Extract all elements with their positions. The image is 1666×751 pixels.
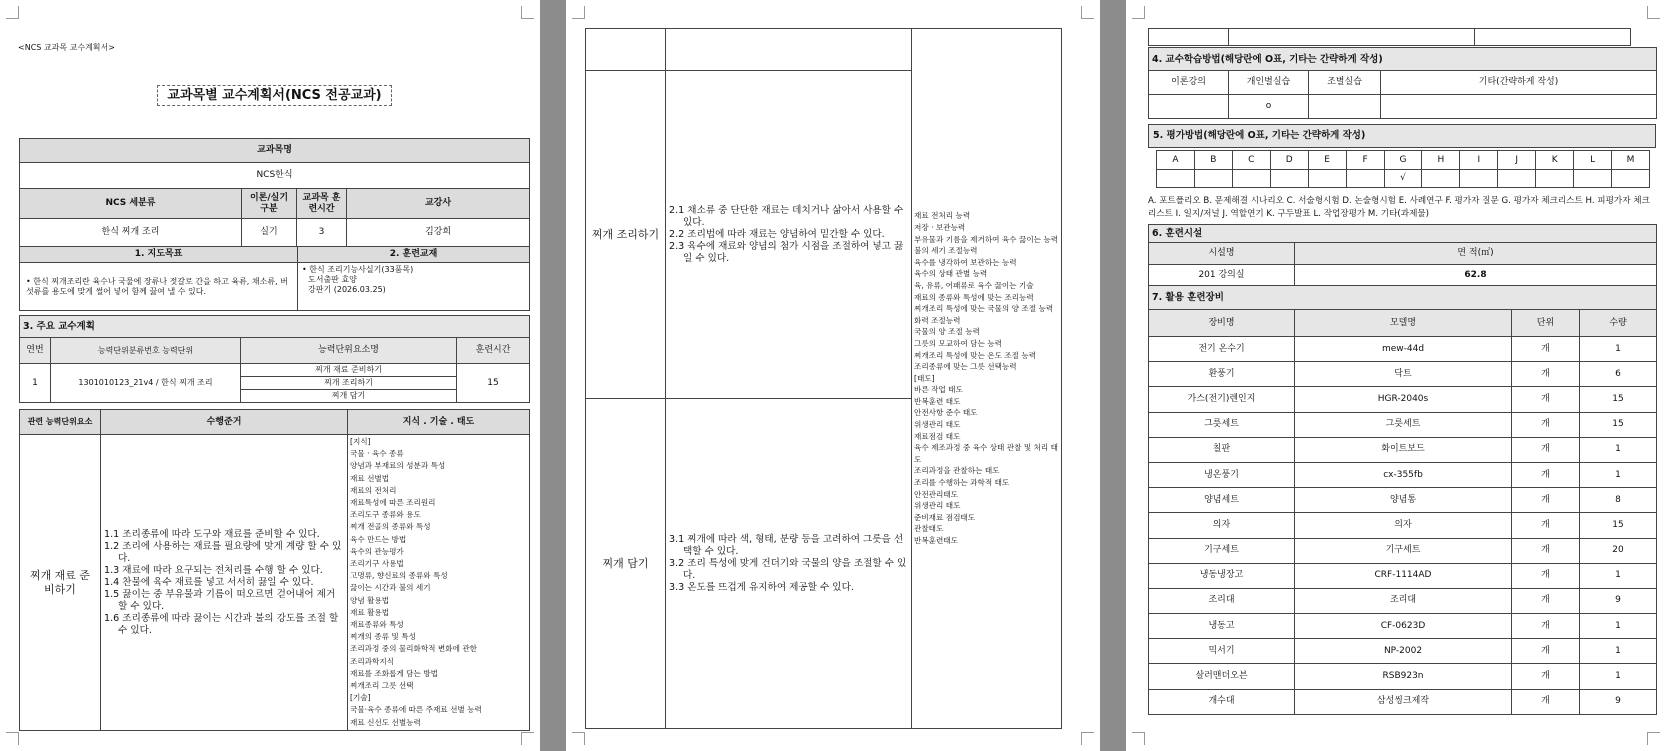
ksa-item: 육수의 상태 관별 능력	[914, 269, 988, 279]
eval-mark	[1308, 170, 1346, 188]
equipment-qty: 9	[1580, 689, 1657, 714]
section5-title: 5. 평가방법(해당란에 O표, 기타는 간략하게 작성)	[1148, 124, 1656, 148]
ksa-item: 재료점검 태도	[914, 431, 961, 441]
element3-name: 찌개 담기	[586, 399, 666, 729]
equipment-qty: 6	[1580, 362, 1657, 387]
eval-letter: K	[1536, 151, 1574, 170]
section4-title: 4. 교수학습방법(해당란에 O표, 기타는 간략하게 작성)	[1149, 48, 1657, 71]
equipment-name: 냉온풍기	[1149, 462, 1295, 487]
equipment-unit: 개	[1512, 513, 1580, 538]
equipment-model: 양념통	[1295, 488, 1512, 513]
plan-element: 찌개 담기	[241, 390, 457, 403]
crop-mark	[521, 6, 534, 19]
plan-table	[19, 315, 530, 403]
equipment-name: 그릇세트	[1149, 412, 1295, 437]
eval-mark: √	[1384, 170, 1422, 188]
equipment-model: 화이트보드	[1295, 437, 1512, 462]
equipment-qty: 15	[1580, 387, 1657, 412]
eval-letter: G	[1384, 151, 1422, 170]
eval-mark	[1460, 170, 1498, 188]
facility-table	[1148, 224, 1657, 287]
ksa-item: 국물·육수 종류에 따른 주재료 선별 능력	[350, 705, 482, 715]
textbook-line: 도서출판 효양	[308, 275, 357, 284]
table-row	[1149, 689, 1657, 714]
element2-name: 찌개 조리하기	[586, 71, 666, 399]
equipment-qty: 15	[1580, 412, 1657, 437]
ksa-item: 양념과 부재료의 성분과 특성	[350, 461, 446, 471]
equipment-model: HGR-2040s	[1295, 387, 1512, 412]
crop-mark	[1132, 732, 1145, 745]
ksa-item: 국물의 양 조절 능력	[914, 327, 980, 337]
equipment-name: 개수대	[1149, 689, 1295, 714]
ksa-item: 재료 신선도 선별능력	[350, 717, 421, 727]
equipment-model: cx-355fb	[1295, 462, 1512, 487]
eval-letter: A	[1157, 151, 1195, 170]
table-row	[1149, 538, 1657, 563]
ksa-item: 조리기구 사용법	[350, 559, 404, 569]
method-header: 조별실습	[1309, 71, 1381, 95]
element1-ksa	[348, 435, 530, 731]
equipment-unit: 개	[1512, 588, 1580, 613]
equipment-qty: 15	[1580, 513, 1657, 538]
equipment-unit: 개	[1512, 437, 1580, 462]
evaluation-legend: A. 포트폴리오 B. 문제해결 시나리오 C. 서술형시험 D. 논술형시험 E. 사례연구 F. 평가자 질문 G. 평가자 체크리스트 H. 피평가자 체크리스트 I. 일지/저널 J. 역할연기 K. 구두발표 L. 작업장평가 M. 기타(과제물)	[1148, 196, 1650, 219]
ksa-item: 찌개조리 그릇 선택	[350, 681, 414, 691]
criteria-item: 2.3 육수에 재료와 양념의 첨가 시점을 조절하여 넣고 끓일 수 있다.	[669, 240, 904, 264]
crop-mark	[572, 6, 585, 19]
label-unit-code: 능력단위분류번호 능력단위	[51, 338, 241, 364]
criteria-item: 1.4 찬물에 육수 재료를 넣고 서서히 끓일 수 있다.	[104, 576, 314, 588]
section6-title: 6. 훈련시설	[1149, 225, 1657, 243]
instructor: 김강희	[347, 219, 530, 247]
crop-mark	[1647, 732, 1660, 745]
equipment-qty: 9	[1580, 588, 1657, 613]
crop-mark	[1647, 6, 1660, 19]
method-header: 이론강의	[1149, 71, 1229, 95]
ksa-item: 반복훈련 태도	[914, 396, 961, 406]
facility-header: 면 적(㎡)	[1295, 243, 1657, 265]
eval-letter: H	[1422, 151, 1460, 170]
equipment-model: 닥트	[1295, 362, 1512, 387]
ksa-item: 조리종류에 맞는 그릇 선택능력	[914, 362, 1017, 372]
facility-name: 201 강의실	[1149, 265, 1295, 287]
equipment-unit: 개	[1512, 689, 1580, 714]
equipment-qty: 1	[1580, 437, 1657, 462]
crop-mark	[6, 732, 19, 745]
goal-textbook-table	[19, 246, 530, 311]
equipment-unit: 개	[1512, 362, 1580, 387]
equipment-name: 조리대	[1149, 588, 1295, 613]
blank-cell	[586, 29, 666, 71]
ksa-item: 찌개 전골의 종류와 특성	[350, 522, 431, 532]
eval-mark	[1422, 170, 1460, 188]
ksa-item: 조리과정을 관찰하는 태도	[914, 466, 1000, 476]
equipment-name: 양념세트	[1149, 488, 1295, 513]
top-strip-table	[1148, 28, 1631, 46]
ksa-item: [기술]	[350, 693, 371, 703]
equipment-unit: 개	[1512, 639, 1580, 664]
plan-unit: 1301010123_21v4 / 한식 찌개 조리	[51, 364, 241, 403]
label-plan: 3. 주요 교수계획	[20, 316, 530, 338]
equipment-qty: 1	[1580, 462, 1657, 487]
table-row	[1149, 412, 1657, 437]
table-row	[1149, 639, 1657, 664]
textbook-box	[298, 263, 530, 311]
label-goal: 1. 지도목표	[20, 247, 298, 263]
eval-letter: L	[1574, 151, 1612, 170]
ksa-item: 찌개의 종류 및 특성	[350, 632, 416, 642]
method-value: o	[1229, 95, 1309, 119]
ksa-item: 불의 세기 조절능력	[914, 246, 978, 256]
page2-ksa	[912, 29, 1062, 729]
equipment-unit: 개	[1512, 412, 1580, 437]
ksa-item: 조리를 수행하는 과학적 태도	[914, 478, 1010, 488]
header-tag: <NCS 교과목 교수계획서>	[18, 43, 115, 52]
table-row	[1149, 387, 1657, 412]
eval-letter: I	[1460, 151, 1498, 170]
ksa-item: 찌개조리 특성에 맞는 국물의 양 조절 능력	[914, 304, 1054, 314]
method-value	[1309, 95, 1381, 119]
label-criteria: 수행준거	[101, 410, 348, 435]
ksa-item: 준비재료 점검태도	[914, 512, 976, 522]
ksa-item: 화력 조절능력	[914, 315, 961, 325]
ksa-item: 조리도구 종류와 용도	[350, 510, 421, 520]
ksa-item: 조리과정 중의 물리화학적 변화에 관한	[350, 644, 478, 654]
plan-element: 찌개 재료 준비하기	[241, 364, 457, 377]
table-row	[1149, 614, 1657, 639]
eval-mark	[1157, 170, 1195, 188]
ksa-item: 육, 유류, 어패류로 육수 끓이는 기술	[914, 280, 1034, 290]
equipment-header: 단위	[1512, 310, 1580, 337]
facility-header: 시설명	[1149, 243, 1295, 265]
crop-mark	[572, 732, 585, 745]
equipment-model: 기구세트	[1295, 538, 1512, 563]
section7-title: 7. 활용 훈련장비	[1149, 286, 1657, 310]
eval-letter: F	[1346, 151, 1384, 170]
equipment-name: 의자	[1149, 513, 1295, 538]
element1-name: 찌개 재료 준비하기	[20, 435, 101, 731]
criteria-item: 3.3 온도를 뜨겁게 유지하여 제공할 수 있다.	[669, 581, 854, 593]
ksa-item: 재료 전처리 능력	[914, 211, 971, 221]
ksa-item: 재료특성에 따른 조리원리	[350, 498, 436, 508]
equipment-table	[1148, 285, 1657, 715]
table-row	[1149, 362, 1657, 387]
element-continuation-table	[585, 28, 1062, 729]
label-instructor: 교강사	[347, 189, 530, 219]
ksa-item: 안전사항 준수 태도	[914, 408, 978, 418]
equipment-model: CF-0623D	[1295, 614, 1512, 639]
criteria-item: 3.2 조리 특성에 맞게 건더기와 국물의 양을 조절할 수 있다.	[669, 557, 907, 581]
plan-hours: 15	[457, 364, 530, 403]
ksa-item: 육수 제조과정 중 육수 상태 관찰 및 처리 태도	[914, 443, 1059, 464]
equipment-qty: 1	[1580, 614, 1657, 639]
ksa-item: 관찰태도	[914, 524, 944, 534]
eval-mark	[1536, 170, 1574, 188]
label-seq: 연번	[20, 338, 51, 364]
equipment-model: 조리대	[1295, 588, 1512, 613]
eval-letter: C	[1232, 151, 1270, 170]
equipment-name: 전기 온수기	[1149, 337, 1295, 362]
crop-mark	[1132, 6, 1145, 19]
blank-cell	[1475, 29, 1631, 46]
criteria-item: 1.5 끓이는 중 부유물과 기름이 떠오르면 걷어내어 제거 할 수 있다.	[104, 588, 336, 612]
ksa-item: 재료 활용법	[350, 607, 390, 617]
eval-letter: E	[1308, 151, 1346, 170]
crop-mark	[521, 732, 534, 745]
equipment-unit: 개	[1512, 337, 1580, 362]
criteria-item: 1.2 조리에 사용하는 재료를 필요량에 맞게 계량 할 수 있다.	[104, 540, 342, 564]
equipment-unit: 개	[1512, 462, 1580, 487]
teaching-method-table	[1148, 47, 1657, 119]
equipment-model: mew-44d	[1295, 337, 1512, 362]
equipment-name: 환풍기	[1149, 362, 1295, 387]
table-row	[1149, 588, 1657, 613]
eval-mark	[1498, 170, 1536, 188]
theory-practice: 실기	[242, 219, 297, 247]
table-row	[1149, 664, 1657, 689]
eval-mark	[1270, 170, 1308, 188]
ksa-item: 끓이는 시간과 불의 세기	[350, 583, 431, 593]
ksa-item: 저장 · 보관능력	[914, 222, 966, 232]
equipment-qty: 1	[1580, 563, 1657, 588]
ksa-item: 그릇의 모교하여 담는 능력	[914, 338, 1002, 348]
training-hours: 3	[297, 219, 347, 247]
element-detail-table	[19, 409, 530, 731]
ksa-item: 조리과학지식	[350, 656, 395, 666]
doc-title: 교과목별 교수계획서(NCS 전공교과)	[157, 85, 392, 106]
ksa-item: 국물 · 육수 종류	[350, 449, 404, 459]
ksa-item: 재료를 조화롭게 담는 방법	[350, 668, 438, 678]
crop-mark	[1081, 6, 1094, 19]
table-row	[1149, 437, 1657, 462]
criteria-item: 3.1 찌개에 따라 색, 형태, 분량 등을 고려하여 그릇을 선택할 수 있다.	[669, 533, 904, 557]
ksa-item: 부유물과 기름을 제거하여 육수 끓이는 능력	[914, 234, 1059, 244]
eval-letter: B	[1194, 151, 1232, 170]
ksa-item: 바른 작업 태도	[914, 385, 963, 395]
element2-criteria	[666, 71, 912, 399]
equipment-model: CRF-1114AD	[1295, 563, 1512, 588]
equipment-name: 가스(전기)렌인지	[1149, 387, 1295, 412]
equipment-qty: 1	[1580, 664, 1657, 689]
ksa-item: 재료 선별법	[350, 473, 390, 483]
goal-text: • 한식 찌개조리란 육수나 국물에 장류나 젓갈로 간을 하고 육류, 채소류, 버섯류를 용도에 맞게 썰어 넣어 함께 끓여 낼 수 있다.	[20, 263, 298, 311]
method-value	[1381, 95, 1657, 119]
label-element-name: 능력단위요소명	[241, 338, 457, 364]
document-page-3	[1126, 0, 1666, 751]
equipment-unit: 개	[1512, 563, 1580, 588]
document-page-1	[0, 0, 540, 751]
document-page-2	[566, 0, 1100, 751]
equipment-name: 냉동냉장고	[1149, 563, 1295, 588]
equipment-name: 기구세트	[1149, 538, 1295, 563]
equipment-header: 수량	[1580, 310, 1657, 337]
equipment-unit: 개	[1512, 614, 1580, 639]
equipment-name: 살러맨더오븐	[1149, 664, 1295, 689]
label-ksa: 지식 . 기술 . 태도	[348, 410, 530, 435]
eval-letter: J	[1498, 151, 1536, 170]
criteria-item: 1.6 조리종류에 따라 끓이는 시간과 불의 강도를 조절 할 수 있다.	[104, 612, 339, 636]
equipment-unit: 개	[1512, 488, 1580, 513]
subject-name: NCS한식	[20, 163, 530, 189]
table-row	[1149, 337, 1657, 362]
ksa-item: 위생관리 태도	[914, 501, 961, 511]
crop-mark	[6, 6, 19, 19]
course-info-table	[19, 138, 530, 247]
ksa-item: 양념 활용법	[350, 595, 390, 605]
criteria-item: 2.1 채소류 중 단단한 재료는 데치거나 삶아서 사용할 수 있다.	[669, 204, 904, 228]
blank-cell	[1229, 29, 1475, 46]
method-header: 기타(간략하게 작성)	[1381, 71, 1657, 95]
equipment-name: 냉동고	[1149, 614, 1295, 639]
eval-letter: M	[1612, 151, 1650, 170]
ksa-item: 고명류, 향신료의 종류와 특성	[350, 571, 448, 581]
ksa-item: 재료의 종류와 특성에 맞는 조리능력	[914, 292, 1034, 302]
ksa-item: 육수를 냉각하여 보관하는 능력	[914, 257, 1017, 267]
element1-criteria	[101, 435, 348, 731]
table-row	[1149, 488, 1657, 513]
criteria-item: 1.3 재료에 따라 요구되는 전처리를 수행 할 수 있다.	[104, 564, 323, 576]
label-related-element: 관련 능력단위요소	[20, 410, 101, 435]
label-textbook: 2. 훈련교재	[298, 247, 530, 263]
ksa-item: 재료종류와 특성	[350, 620, 404, 630]
label-ncs-subclass: NCS 세분류	[20, 189, 242, 219]
eval-letter: D	[1270, 151, 1308, 170]
blank-cell	[666, 29, 912, 71]
ksa-item: [태도]	[914, 373, 935, 383]
criteria-item: 2.2 조리법에 따라 재료는 양념하여 밑간할 수 있다.	[669, 228, 885, 240]
table-row	[1149, 563, 1657, 588]
equipment-name: 믹서기	[1149, 639, 1295, 664]
blank-cell	[1149, 29, 1229, 46]
textbook-line: 강판기 (2026.03.25)	[308, 285, 386, 294]
ksa-item: 반복훈련태도	[914, 536, 959, 546]
equipment-model: 의자	[1295, 513, 1512, 538]
equipment-unit: 개	[1512, 664, 1580, 689]
eval-mark	[1194, 170, 1232, 188]
ncs-subclass: 한식 찌개 조리	[20, 219, 242, 247]
ksa-item: 위생관리 태도	[914, 420, 961, 430]
plan-element: 찌개 조리하기	[241, 377, 457, 390]
eval-mark	[1346, 170, 1384, 188]
eval-mark	[1612, 170, 1650, 188]
equipment-model: 그릇세트	[1295, 412, 1512, 437]
equipment-header: 장비명	[1149, 310, 1295, 337]
ksa-item: [지식]	[350, 437, 371, 446]
ksa-item: 재료의 전처리	[350, 485, 397, 495]
equipment-name: 칠판	[1149, 437, 1295, 462]
label-training-hours: 교과목 훈련시간	[297, 189, 347, 219]
label-theory-practice: 이론/실기 구분	[242, 189, 297, 219]
table-row	[1149, 513, 1657, 538]
equipment-model: NP-2002	[1295, 639, 1512, 664]
equipment-qty: 8	[1580, 488, 1657, 513]
ksa-item: 안전관리태도	[914, 489, 959, 499]
ksa-item: 육수 만드는 방법	[350, 534, 407, 544]
table-row	[1149, 462, 1657, 487]
equipment-model: RSB923n	[1295, 664, 1512, 689]
equipment-qty: 1	[1580, 337, 1657, 362]
equipment-qty: 1	[1580, 639, 1657, 664]
label-hours: 훈련시간	[457, 338, 530, 364]
textbook-line: • 한식 조리기능사실기(33품목)	[302, 265, 414, 274]
element3-criteria	[666, 399, 912, 729]
plan-seq: 1	[20, 364, 51, 403]
crop-mark	[1081, 732, 1094, 745]
criteria-item: 1.1 조리종류에 따라 도구와 재료를 준비할 수 있다.	[104, 528, 320, 540]
facility-area: 62.8	[1295, 265, 1657, 287]
ksa-item: 육수의 관능평가	[350, 546, 404, 556]
equipment-model: 삼성씽크제작	[1295, 689, 1512, 714]
method-header: 개인별실습	[1229, 71, 1309, 95]
equipment-unit: 개	[1512, 538, 1580, 563]
eval-mark	[1574, 170, 1612, 188]
label-subject-name: 교과목명	[20, 139, 530, 163]
equipment-unit: 개	[1512, 387, 1580, 412]
equipment-header: 모델명	[1295, 310, 1512, 337]
method-value	[1149, 95, 1229, 119]
equipment-qty: 20	[1580, 538, 1657, 563]
eval-mark	[1232, 170, 1270, 188]
ksa-item: 찌개조리 특성에 맞는 온도 조절 능력	[914, 350, 1037, 360]
equipment-rows	[1149, 337, 1657, 715]
evaluation-table	[1156, 150, 1650, 188]
